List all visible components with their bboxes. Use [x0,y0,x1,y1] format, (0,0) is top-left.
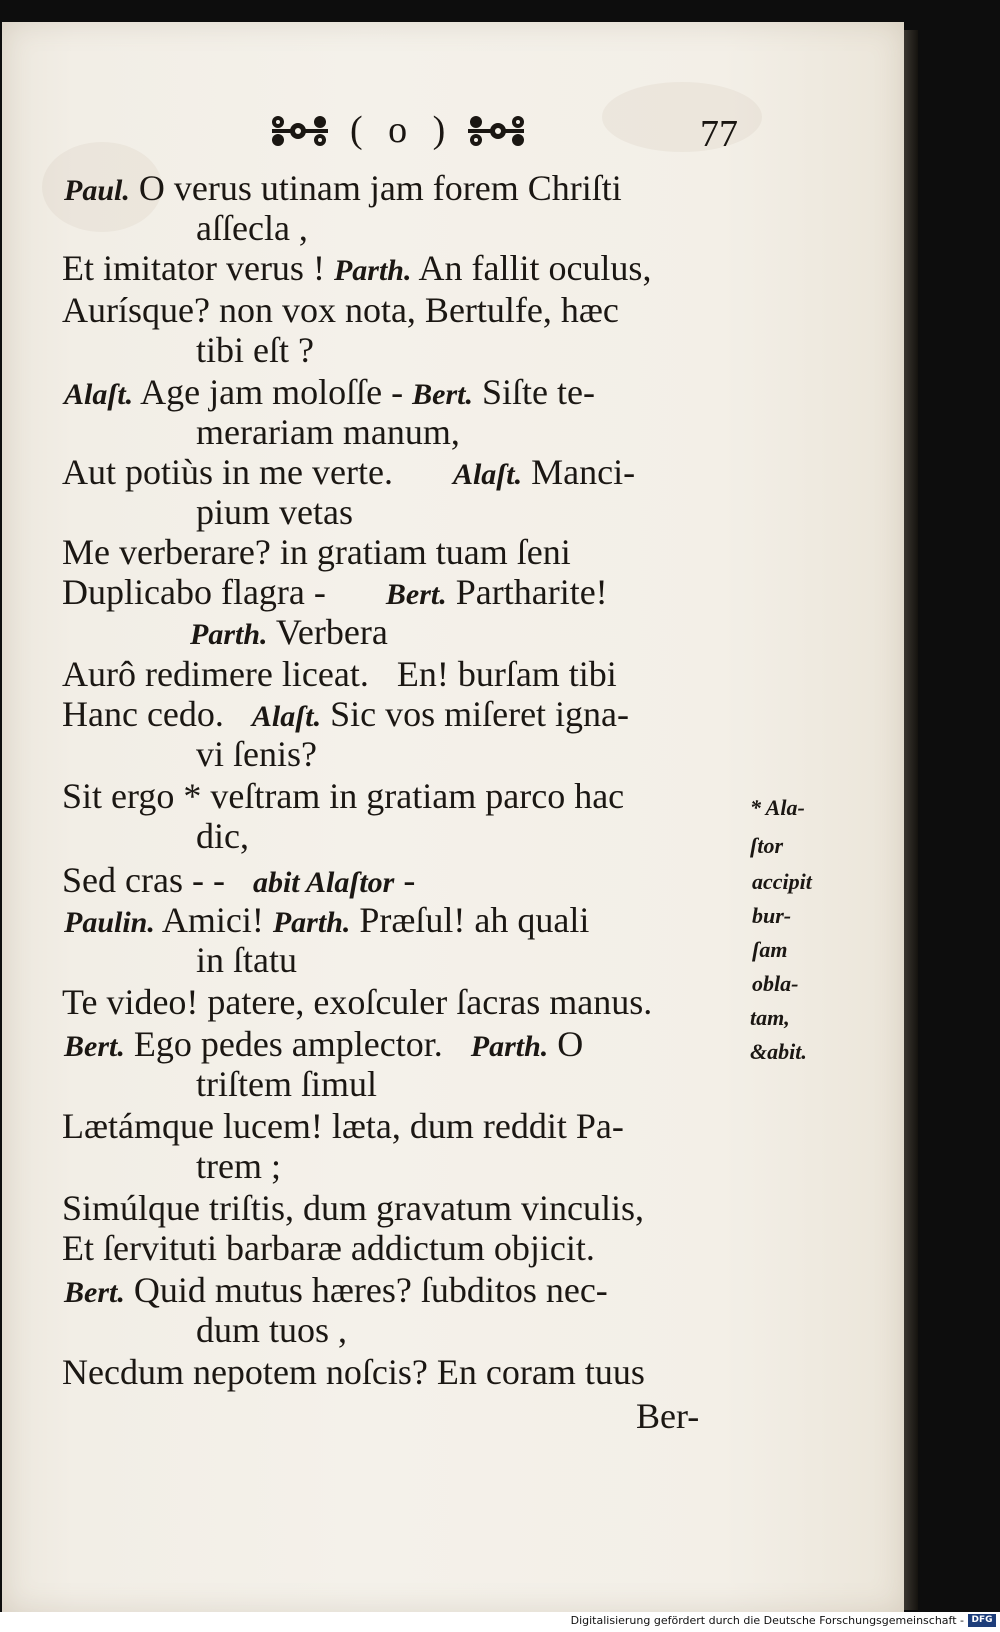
line-text: Aurísque? non vox nota, Bertulfe, hæc [62,290,619,330]
text-line [62,1188,644,1228]
paper-stain [602,82,762,152]
marginal-note-line: accipit [752,869,812,894]
line-text: Aurô redimere liceat. [62,654,369,694]
text-line [62,654,617,694]
running-header: ( o ) [350,109,454,151]
text-line [196,330,314,370]
speaker-label: Alaſt. [251,700,322,733]
dfg-logo-icon: DFG [968,1614,996,1627]
speaker-label: Alaſt. [64,378,134,411]
line-text: vi ſenis? [196,734,317,774]
text-line [196,940,297,980]
marginal-note-line: &abit. [750,1039,807,1064]
text-line [62,572,608,615]
line-text: Age jam moloſſe - [133,372,413,412]
text-line [62,532,571,572]
line-text: O verus utinam jam forem Chriſti [129,168,622,208]
line-text: dic, [196,816,249,856]
line-text: Quid mutus hæres? ſubditos nec- [124,1270,608,1310]
text-line [196,734,317,774]
line-text: aſſecla , [196,208,308,248]
text-line [196,208,308,248]
marginal-note-line: bur- [752,903,792,928]
text-line [64,1270,608,1313]
text-line [196,1064,377,1104]
text-line [196,412,460,452]
line-text: Te video! patere, exoſculer ſacras manus. [62,982,653,1022]
marginal-note-line: ſam [752,937,788,962]
speaker-label: Bert. [412,378,473,411]
line-text: merariam manum, [196,412,460,452]
speaker-label: Bert. [385,578,447,611]
digitization-credit: Digitalisierung gefördert durch die Deutsche Forschungsgemeinschaft - [570,1614,964,1627]
text-line [64,900,589,943]
line-text: Ego pedes amplector. [124,1024,443,1064]
printer-ornament-left-icon [268,112,332,150]
speaker-label: Alaſt. [452,458,523,491]
text-line [62,1106,624,1146]
stage-direction: abit Alaſtor [252,866,395,899]
line-text: Sic vos miſeret igna- [321,694,630,734]
line-text: Sed cras - - [62,860,225,900]
line-text: dum tuos , [196,1310,348,1350]
text-line [62,860,415,903]
text-line [62,290,619,330]
text-line [196,492,353,532]
line-text: Amici! [154,900,273,940]
text-line [196,1146,281,1186]
text-line [64,372,595,415]
line-text: pium vetas [196,492,353,532]
page-number: 77 [700,113,738,155]
line-text: Manci- [522,452,636,492]
text-line [62,1228,595,1268]
text-line [196,1310,347,1350]
line-text: Præſul! ah quali [350,900,590,940]
line-text: triſtem ſimul [196,1064,377,1104]
marginal-note-line: ſtor [750,833,783,858]
speaker-label: Parth. [333,254,412,287]
line-text: Partharite! [446,572,608,612]
page-edge [904,30,918,1610]
line-text: Sit ergo * veſtram in gratiam parco hac [62,776,625,816]
text-line [62,452,635,495]
line-text: Siſte te- [472,372,595,412]
speaker-label: Bert. [64,1030,125,1063]
printer-ornament-right-icon [464,112,528,150]
speaker-label: Parth. [190,618,268,651]
text-line [196,816,249,856]
text-line [62,248,651,291]
line-text: Duplicabo flagra - [62,572,326,612]
marginal-note-line: obla- [752,971,799,996]
text-line [62,776,624,816]
marginal-note-line: tam, [750,1005,790,1030]
line-text: Verbera [267,612,388,652]
speaker-label: Parth. [470,1030,549,1063]
line-text: trem ; [196,1146,281,1186]
line-text: Simúlque triſtis, dum gravatum vinculis, [62,1188,644,1228]
line-text: En! burſam tibi [396,654,617,694]
text-line [62,982,652,1022]
line-text: O [548,1024,584,1064]
line-text: Me verberare? in gratiam tuam ſeni [62,532,571,572]
marginal-note-line: * Ala- [750,795,805,820]
speaker-label: Bert. [64,1276,125,1309]
line-text: An fallit oculus, [411,248,652,288]
line-text: in ſtatu [196,940,297,980]
line-text: - [394,860,416,900]
line-text: Aut potiùs in me verte. [62,452,393,492]
catchword: Ber- [636,1396,700,1436]
line-text: Et ſervituti barbaræ addictum objicit. [62,1228,595,1268]
text-line [64,1024,583,1067]
speaker-label: Paulin. [64,906,155,939]
line-text: tibi eſt ? [196,330,314,370]
text-line [190,612,388,655]
line-text: Lætámque lucem! læta, dum reddit Pa- [62,1106,624,1146]
speaker-label: Paul. [64,174,130,207]
line-text: Et imitator verus ! [62,248,334,288]
text-line [62,1352,645,1392]
text-line [62,694,629,737]
speaker-label: Parth. [272,906,351,939]
line-text: Necdum nepotem noſcis? En coram tuus [62,1352,645,1392]
line-text: Hanc cedo. [62,694,224,734]
text-line [64,168,622,211]
